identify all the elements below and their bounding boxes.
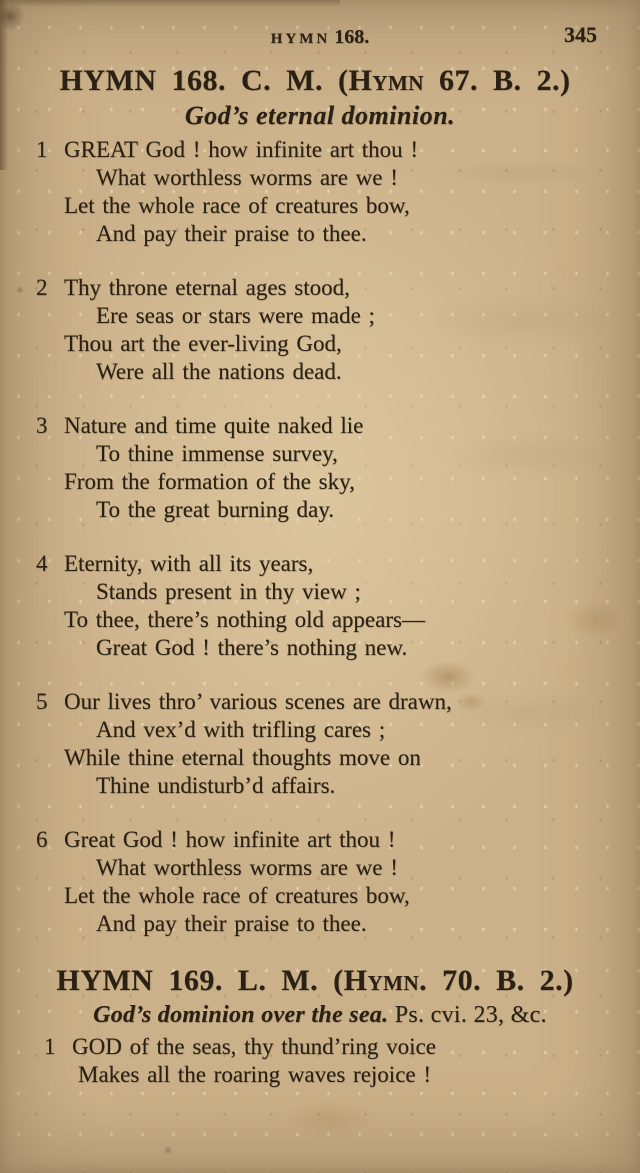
stanza-6	[0, 826, 640, 938]
verse-text: Thy throne eternal ages stood,	[64, 275, 350, 301]
stanza-1	[0, 136, 640, 248]
verse-line: Let the whole race of creatures bow,	[64, 883, 410, 909]
verse-text: Nature and time quite naked lie	[64, 413, 364, 439]
verse-line: What worthless worms are we !	[96, 855, 398, 881]
verse-line: And pay their praise to thee.	[96, 911, 367, 937]
hymn-169-subtitle-text: God’s dominion over the sea.	[93, 1001, 389, 1028]
running-header-number: 168.	[334, 26, 370, 48]
hymn-168-title-main: HYMN 168. C. M. (	[59, 64, 349, 97]
verse-line: Great God ! there’s nothing new.	[96, 635, 408, 661]
verse-line: And pay their praise to thee.	[96, 221, 367, 247]
hymn-169-title	[45, 964, 585, 999]
hymn-169-stanza-1	[0, 1033, 640, 1089]
page-number: 345	[564, 22, 597, 47]
verse-line: Makes all the roaring waves rejoice !	[78, 1061, 432, 1087]
hymn-168-section	[0, 64, 640, 938]
running-header	[0, 0, 640, 49]
hymn-169-section	[0, 964, 640, 1089]
verse-line	[0, 274, 640, 302]
hymn-168-title-ref: Hymn	[348, 64, 424, 97]
verse-line	[0, 1033, 640, 1061]
stanza-4	[0, 550, 640, 662]
hymn-169-title-main: HYMN 169. L. M. (	[56, 964, 344, 998]
verse-line	[0, 136, 640, 164]
verse-line: To the great burning day.	[96, 497, 335, 523]
hymn-169-subtitle	[0, 1001, 640, 1029]
stanza-number: 1	[36, 137, 48, 163]
verse-line: From the formation of the sky,	[64, 469, 355, 495]
stanza-number: 5	[36, 689, 48, 715]
hymn-169-stanzas	[0, 1033, 640, 1089]
stanza-number: 4	[36, 551, 48, 577]
verse-line: Stands present in thy view ;	[96, 579, 361, 605]
verse-line: Thine undisturb’d affairs.	[96, 773, 336, 799]
stanza-number: 6	[36, 827, 48, 853]
stanza-number: 1	[44, 1033, 56, 1059]
hymn-169-title-suffix: . 70. B. 2.)	[419, 964, 574, 998]
hymn-168-title-suffix: 67. B. 2.)	[423, 64, 571, 97]
verse-line: To thee, there’s nothing old appears—	[64, 607, 425, 633]
hymn-169-title-ref: Hymn	[343, 964, 420, 998]
hymn-169-scripture-ref: Ps. cvi. 23, &c.	[394, 1001, 547, 1028]
stanza-number: 2	[36, 275, 48, 301]
verse-text: Eternity, with all its years,	[64, 551, 314, 577]
stanza-5	[0, 688, 640, 800]
verse-line: Ere seas or stars were made ;	[96, 303, 375, 329]
verse-text: GOD of the seas, thy thund’ring voice	[72, 1033, 436, 1059]
verse-line: Were all the nations dead.	[96, 359, 342, 385]
hymn-168-title	[45, 64, 585, 99]
verse-line	[0, 412, 640, 440]
verse-line: While thine eternal thoughts move on	[64, 745, 421, 771]
hymn-168-stanzas	[0, 136, 640, 938]
verse-line: And vex’d with trifling cares ;	[96, 717, 386, 743]
verse-line	[0, 688, 640, 716]
verse-line: To thine immense survey,	[96, 441, 338, 467]
stanza-3	[0, 412, 640, 524]
verse-text: Our lives thro’ various scenes are drawn,	[64, 689, 452, 715]
running-header-word: HYMN	[270, 31, 331, 47]
verse-line: Let the whole race of creatures bow,	[64, 193, 410, 219]
verse-line: What worthless worms are we !	[96, 165, 398, 191]
verse-line	[0, 550, 640, 578]
verse-line: Thou art the ever-living God,	[64, 331, 342, 357]
verse-line	[0, 826, 640, 854]
verse-text: Great God ! how infinite art thou !	[64, 827, 396, 853]
stanza-number: 3	[36, 413, 48, 439]
stanza-2	[0, 274, 640, 386]
verse-text: GREAT God ! how infinite art thou !	[64, 137, 419, 163]
hymn-168-subtitle: God’s eternal dominion.	[184, 100, 456, 130]
